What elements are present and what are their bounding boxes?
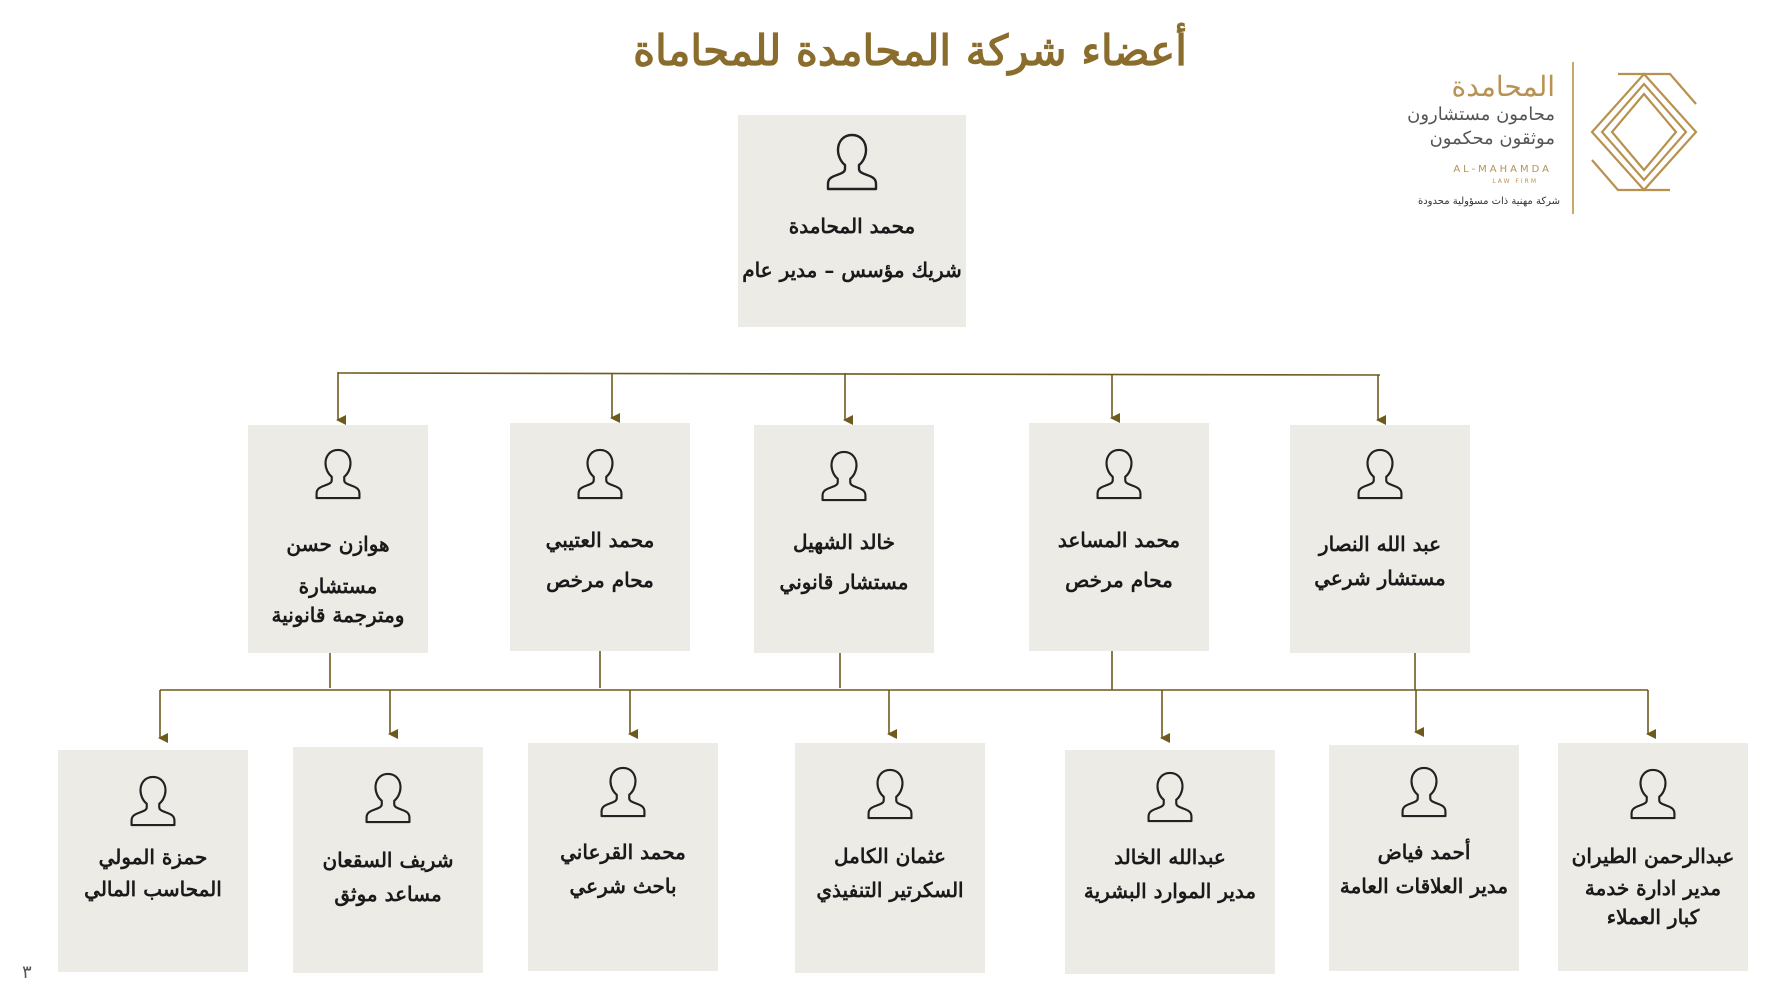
member-name: محمد المحامدة bbox=[788, 214, 916, 238]
logo-tagline-1: محامون مستشارون bbox=[1407, 104, 1555, 125]
logo-english-name: AL-MAHAMDA bbox=[1453, 164, 1552, 175]
member-role: مدير العلاقات العامة bbox=[1339, 874, 1509, 898]
member-name: عثمان الكامل bbox=[834, 844, 946, 868]
person-icon bbox=[128, 772, 178, 830]
logo-subtitle: شركة مهنية ذات مسؤولية محدودة bbox=[1417, 196, 1560, 207]
person-icon bbox=[865, 765, 915, 823]
member-role: مستشار شرعي bbox=[1314, 566, 1446, 590]
logo-tagline-2: موثقون محكمون bbox=[1429, 128, 1555, 149]
member-role: محام مرخص bbox=[1065, 568, 1173, 592]
member-card-shuhail bbox=[754, 425, 934, 653]
member-role: مدير ادارة خدمة كبار العملاء bbox=[1584, 876, 1722, 929]
member-name: حمزة المولي bbox=[98, 845, 208, 869]
person-icon bbox=[1355, 445, 1405, 503]
member-card-hamza bbox=[58, 750, 248, 972]
member-role: باحث شرعي bbox=[569, 874, 677, 898]
logo-english-sub: LAW FIRM bbox=[1492, 178, 1538, 185]
member-card-othman bbox=[795, 743, 985, 973]
member-name: أحمد فياض bbox=[1377, 840, 1471, 864]
member-card-otaibi bbox=[510, 423, 690, 651]
member-card-head bbox=[738, 115, 966, 327]
logo-arabic-name: المحامدة bbox=[1451, 70, 1555, 103]
member-role: المحاسب المالي bbox=[84, 877, 222, 901]
member-name: محمد العتيبي bbox=[545, 528, 655, 552]
member-name: عبدالله الخالد bbox=[1114, 845, 1226, 869]
member-role: مدير الموارد البشرية bbox=[1083, 879, 1257, 903]
member-card-musaed bbox=[1029, 423, 1209, 651]
person-icon bbox=[575, 445, 625, 503]
member-role: السكرتير التنفيذي bbox=[816, 878, 964, 902]
person-icon bbox=[313, 445, 363, 503]
member-role: محام مرخص bbox=[546, 568, 654, 592]
page-title: أعضاء شركة المحامدة للمحاماة bbox=[633, 26, 1187, 75]
person-icon bbox=[1145, 768, 1195, 826]
member-role: شريك مؤسس – مدير عام bbox=[742, 258, 962, 282]
person-icon bbox=[1399, 763, 1449, 821]
member-name: شريف السقعان bbox=[322, 848, 454, 872]
member-name: محمد المساعد bbox=[1057, 528, 1181, 552]
member-name: خالد الشهيل bbox=[793, 530, 895, 554]
member-card-hawazen bbox=[248, 425, 428, 653]
member-role: مستشار قانوني bbox=[779, 570, 909, 594]
member-name: محمد القرعاني bbox=[560, 840, 686, 864]
person-icon bbox=[363, 769, 413, 827]
member-name: عبدالرحمن الطيران bbox=[1571, 844, 1735, 868]
person-icon bbox=[598, 763, 648, 821]
member-name: هوازن حسن bbox=[286, 532, 390, 556]
member-card-tayran bbox=[1558, 743, 1748, 971]
person-icon bbox=[819, 447, 869, 505]
member-card-fayyad bbox=[1329, 745, 1519, 971]
person-icon bbox=[824, 131, 880, 193]
member-card-nassar bbox=[1290, 425, 1470, 653]
connector-level2-bus bbox=[338, 373, 1380, 375]
person-icon bbox=[1094, 445, 1144, 503]
member-card-khaled-abd bbox=[1065, 750, 1275, 974]
member-role: مساعد موثق bbox=[334, 882, 442, 906]
page-number: ٣ bbox=[22, 962, 32, 983]
member-card-sharif bbox=[293, 747, 483, 973]
person-icon bbox=[1628, 765, 1678, 823]
member-role: مستشارة ومترجمة قانونية bbox=[271, 574, 405, 627]
member-name: عبد الله النصار bbox=[1318, 532, 1442, 556]
member-card-qarani bbox=[528, 743, 718, 971]
